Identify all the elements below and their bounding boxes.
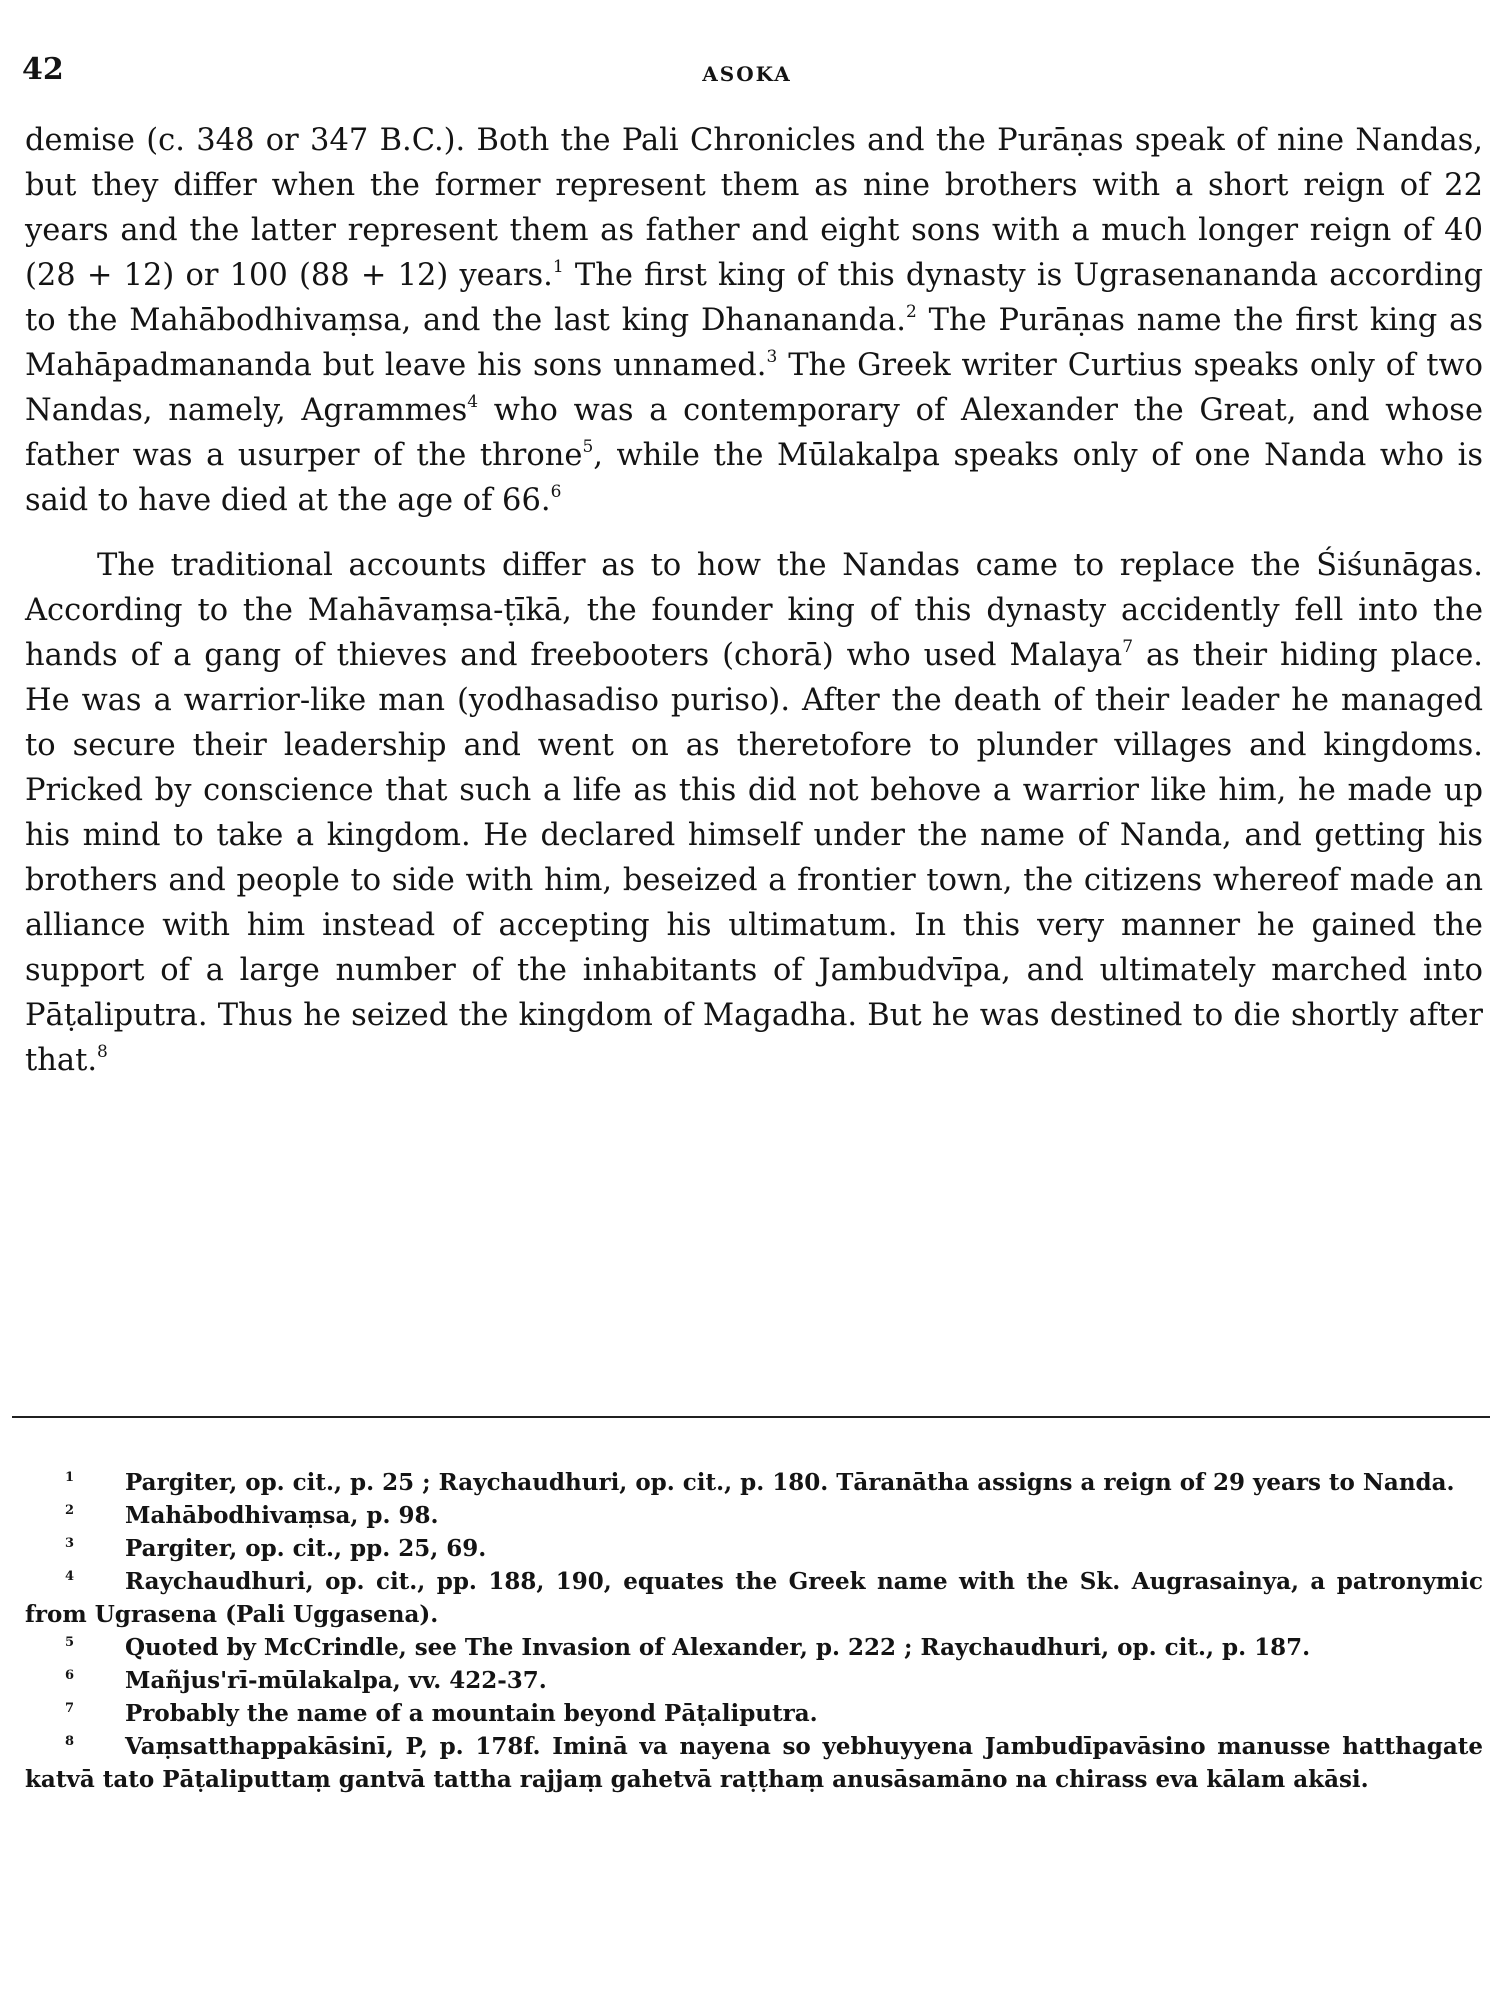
main-text <box>25 118 1483 1083</box>
footnote: 8 Vaṃsatthappakāsinī, P, p. 178f. Iminā va nayena so yebhuyyena Jambudīpavāsino manusse hatthagate katvā tato Pāṭaliputtaṃ gantvā tattha rajjaṃ gahetvā raṭṭhaṃ anusāsamāno na chirass eva kālam akāsi. <box>25 1733 1483 1793</box>
paragraph-text: The Greek writer Curtius speaks only of two Nandas, namely, Agrammes <box>25 348 1483 428</box>
footnote-text: Vaṃsatthappakāsinī, P, p. 178f. Iminā va nayena so yebhuyyena Jambudīpavāsino manusse hatthagate katvā tato Pāṭaliputtaṃ gantvā tattha rajjaṃ gahetvā raṭṭhaṃ anusāsamāno na chirass eva kālam akāsi. <box>25 1733 1483 1793</box>
footnote-text: Raychaudhuri, op. cit., pp. 188, 190, equates the Greek name with the Sk. Augrasainya, a patronymic from Ugrasena (Pali Uggasena). <box>25 1568 1483 1628</box>
footnote: 7 Probably the name of a mountain beyond Pāṭaliputra. <box>65 1700 818 1727</box>
footnote-ref: 4 <box>467 392 479 412</box>
paragraph-text: demise (c. 348 or 347 B.C.). Both the Pali Chronicles and the Purāṇas speak of nine Nandas, but they differ when the former represent them as nine brothers with a short reign of 22 years and the latter represent them as father and eight sons with a much longer reign of 40 (28 + 12) or 100 (88 + 12) years. <box>25 123 1483 293</box>
running-head <box>22 52 1472 92</box>
footnote-text: Probably the name of a mountain beyond Pāṭaliputra. <box>125 1700 818 1727</box>
paragraph-text: The traditional accounts differ as to how the Nandas came to replace the Śiśunāgas. According to the Mahāvaṃsa-ṭīkā, the founder king of this dynasty accidently fell into the hands of a gang of thieves and freebooters (chorā) who used Malaya <box>25 548 1483 673</box>
paragraph-2 <box>25 543 1483 1083</box>
footnote-ref: 7 <box>1122 637 1134 657</box>
paragraph-text: who was a contemporary of Alexander the Great, and whose father was a usurper of the throne <box>25 393 1484 473</box>
footnote-ref: 1 <box>552 257 564 277</box>
running-title: ASOKA <box>702 62 792 86</box>
footnote-divider <box>12 1416 1490 1418</box>
paragraph-text: , while the Mūlakalpa speaks only of one Nanda who is said to have died at the age of 66. <box>25 438 1484 518</box>
footnote-text: Mañjus'rī-mūlakalpa, vv. 422-37. <box>125 1667 547 1694</box>
footnotes <box>25 1466 1483 1796</box>
footnote-text: Pargiter, op. cit., p. 25 ; Raychaudhuri, op. cit., p. 180. Tāranātha assigns a reign of 29 years to Nanda. <box>125 1469 1455 1496</box>
footnote-text: Mahābodhivaṃsa, p. 98. <box>125 1502 439 1529</box>
footnote: 1 Pargiter, op. cit., p. 25 ; Raychaudhuri, op. cit., p. 180. Tāranātha assigns a reign of 29 years to Nanda. <box>65 1469 1455 1496</box>
footnote-text: Pargiter, op. cit., pp. 25, 69. <box>125 1535 487 1562</box>
footnote: 2 Mahābodhivaṃsa, p. 98. <box>65 1502 439 1529</box>
footnote-ref: 2 <box>905 302 917 322</box>
footnote-ref: 5 <box>582 437 594 457</box>
paragraph-text: as their hiding place. He was a warrior-like man (yodhasadiso puriso). After the death of their leader he managed to secure their leadership and went on as theretofore to plunder villages and kingdoms. Pricked by conscience that such a life as this did not behove a warrior like him, he made up his mind to take a kingdom. He declared himself under the name of Nanda, and getting his brothers and people to side with him, beseized a frontier town, the citizens whereof made an alliance with him instead of accepting his ultimatum. In this very manner he gained the support of a large number of the inhabitants of Jambudvīpa, and ultimately marched into Pāṭaliputra. Thus he seized the kingdom of Magadha. But he was destined to die shortly after that. <box>25 638 1483 1078</box>
footnote: 6 Mañjus'rī-mūlakalpa, vv. 422-37. <box>65 1667 547 1694</box>
paragraph-1 <box>25 118 1483 523</box>
paragraph-text: The first king of this dynasty is Ugrasenananda according to the Mahābodhivaṃsa, and the last king Dhanananda. <box>25 258 1483 338</box>
footnote-text: Quoted by McCrindle, see The Invasion of Alexander, p. 222 ; Raychaudhuri, op. cit., p. 187. <box>125 1634 1311 1661</box>
paragraph-text: The Purāṇas name the first king as Mahāpadmananda but leave his sons unnamed. <box>25 303 1483 383</box>
footnote-ref: 6 <box>550 482 562 502</box>
footnote: 4 Raychaudhuri, op. cit., pp. 188, 190, equates the Greek name with the Sk. Augrasainya, a patronymic from Ugrasena (Pali Uggasena). <box>25 1568 1483 1628</box>
footnote-ref: 8 <box>97 1042 108 1062</box>
footnote: 5 Quoted by McCrindle, see The Invasion of Alexander, p. 222 ; Raychaudhuri, op. cit., p. 187. <box>65 1634 1311 1661</box>
footnote-ref: 3 <box>766 347 778 367</box>
footnote: 3 Pargiter, op. cit., pp. 25, 69. <box>65 1535 487 1562</box>
page-number: 42 <box>22 52 64 87</box>
